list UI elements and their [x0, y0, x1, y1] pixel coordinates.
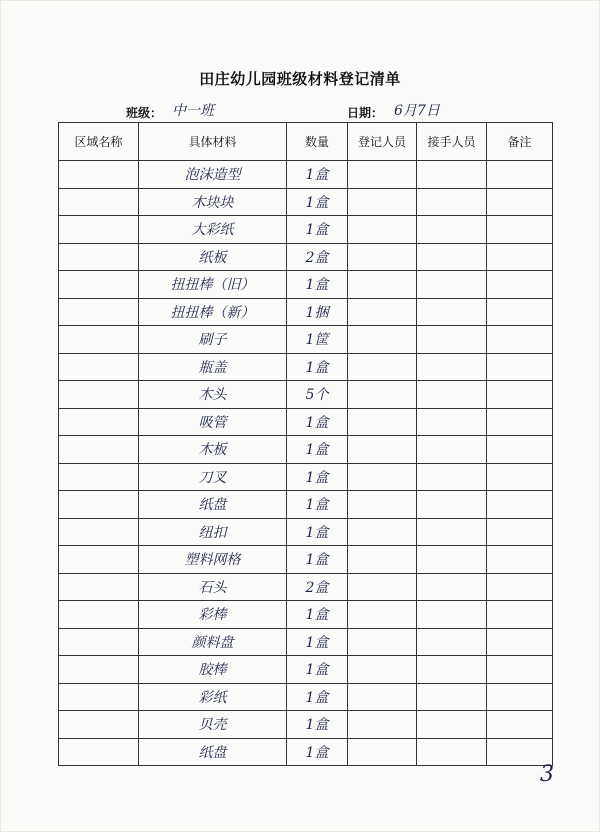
- cell-quantity: 1盒: [287, 408, 348, 436]
- cell-area: [59, 436, 139, 464]
- cell-material: 扭扭棒（旧）: [139, 271, 287, 299]
- cell-note: [487, 518, 553, 546]
- header-area: 区域名称: [59, 123, 139, 161]
- cell-area: [59, 628, 139, 656]
- table-row: [59, 518, 553, 546]
- cell-quantity: 1盒: [287, 738, 348, 766]
- table-row: [59, 271, 553, 299]
- cell-note: [487, 381, 553, 409]
- table-row: [59, 656, 553, 684]
- table-row: [59, 436, 553, 464]
- cell-area: [59, 683, 139, 711]
- cell-note: [487, 188, 553, 216]
- cell-receiver: [417, 271, 487, 299]
- cell-receiver: [417, 326, 487, 354]
- cell-material: 刷子: [139, 326, 287, 354]
- cell-note: [487, 711, 553, 739]
- cell-receiver: [417, 298, 487, 326]
- cell-receiver: [417, 546, 487, 574]
- cell-material: 塑料网格: [139, 546, 287, 574]
- cell-receiver: [417, 601, 487, 629]
- cell-receiver: [417, 161, 487, 189]
- cell-quantity: 1盒: [287, 271, 348, 299]
- cell-registrar: [348, 381, 417, 409]
- cell-quantity: 1盒: [287, 656, 348, 684]
- header-quantity: 数量: [287, 123, 348, 161]
- cell-area: [59, 711, 139, 739]
- cell-note: [487, 436, 553, 464]
- cell-quantity: 1盒: [287, 463, 348, 491]
- date-value: 6月7日: [394, 103, 440, 119]
- table-row: [59, 381, 553, 409]
- cell-registrar: [348, 326, 417, 354]
- table-row: [59, 573, 553, 601]
- cell-quantity: 5个: [287, 381, 348, 409]
- cell-registrar: [348, 546, 417, 574]
- cell-material: 颜料盘: [139, 628, 287, 656]
- table-row: [59, 546, 553, 574]
- cell-material: 纸盘: [139, 491, 287, 519]
- cell-note: [487, 573, 553, 601]
- table-row: [59, 738, 553, 766]
- cell-area: [59, 491, 139, 519]
- cell-quantity: 1盒: [287, 353, 348, 381]
- table-row: [59, 353, 553, 381]
- cell-registrar: [348, 463, 417, 491]
- cell-area: [59, 408, 139, 436]
- cell-material: 木头: [139, 381, 287, 409]
- cell-area: [59, 216, 139, 244]
- cell-material: 纸盘: [139, 738, 287, 766]
- cell-registrar: [348, 216, 417, 244]
- cell-material: 扭扭棒（新）: [139, 298, 287, 326]
- table-row: [59, 216, 553, 244]
- table-row: [59, 408, 553, 436]
- cell-registrar: [348, 188, 417, 216]
- cell-receiver: [417, 408, 487, 436]
- document-title: 田庄幼儿园班级材料登记清单: [199, 70, 401, 88]
- cell-area: [59, 656, 139, 684]
- cell-registrar: [348, 408, 417, 436]
- cell-receiver: [417, 381, 487, 409]
- cell-material: 瓶盖: [139, 353, 287, 381]
- cell-note: [487, 491, 553, 519]
- cell-quantity: 1盒: [287, 436, 348, 464]
- cell-registrar: [348, 683, 417, 711]
- cell-material: 木板: [139, 436, 287, 464]
- cell-note: [487, 243, 553, 271]
- cell-note: [487, 216, 553, 244]
- cell-quantity: 1盒: [287, 546, 348, 574]
- cell-material: 贝壳: [139, 711, 287, 739]
- table-header-row: [59, 123, 553, 161]
- cell-registrar: [348, 518, 417, 546]
- cell-receiver: [417, 188, 487, 216]
- cell-area: [59, 353, 139, 381]
- cell-registrar: [348, 243, 417, 271]
- cell-receiver: [417, 518, 487, 546]
- cell-material: 石头: [139, 573, 287, 601]
- cell-receiver: [417, 683, 487, 711]
- table-body: [59, 161, 553, 766]
- table-row: [59, 683, 553, 711]
- cell-receiver: [417, 491, 487, 519]
- cell-quantity: 2盒: [287, 573, 348, 601]
- table-row: [59, 161, 553, 189]
- cell-area: [59, 518, 139, 546]
- header-receiver: 接手人员: [417, 123, 487, 161]
- cell-registrar: [348, 573, 417, 601]
- cell-note: [487, 353, 553, 381]
- cell-quantity: 1盒: [287, 188, 348, 216]
- cell-note: [487, 408, 553, 436]
- cell-note: [487, 161, 553, 189]
- cell-quantity: 1盒: [287, 216, 348, 244]
- cell-area: [59, 601, 139, 629]
- cell-registrar: [348, 298, 417, 326]
- table-row: [59, 188, 553, 216]
- cell-area: [59, 326, 139, 354]
- cell-area: [59, 298, 139, 326]
- cell-quantity: 2盒: [287, 243, 348, 271]
- cell-area: [59, 738, 139, 766]
- cell-note: [487, 546, 553, 574]
- cell-area: [59, 381, 139, 409]
- table-row: [59, 463, 553, 491]
- date-label: 日期：: [347, 106, 384, 120]
- cell-material: 刀叉: [139, 463, 287, 491]
- cell-receiver: [417, 573, 487, 601]
- materials-table: [58, 122, 553, 766]
- cell-material: 纸板: [139, 243, 287, 271]
- cell-note: [487, 628, 553, 656]
- table-row: [59, 601, 553, 629]
- cell-material: 泡沫造型: [139, 161, 287, 189]
- cell-receiver: [417, 463, 487, 491]
- cell-material: 彩棒: [139, 601, 287, 629]
- cell-receiver: [417, 243, 487, 271]
- cell-receiver: [417, 656, 487, 684]
- cell-area: [59, 271, 139, 299]
- cell-registrar: [348, 161, 417, 189]
- cell-note: [487, 601, 553, 629]
- cell-area: [59, 546, 139, 574]
- cell-note: [487, 463, 553, 491]
- cell-receiver: [417, 738, 487, 766]
- cell-material: 彩纸: [139, 683, 287, 711]
- cell-registrar: [348, 628, 417, 656]
- cell-receiver: [417, 628, 487, 656]
- cell-note: [487, 271, 553, 299]
- cell-note: [487, 683, 553, 711]
- cell-material: 吸管: [139, 408, 287, 436]
- cell-registrar: [348, 738, 417, 766]
- cell-material: 木块块: [139, 188, 287, 216]
- cell-registrar: [348, 656, 417, 684]
- header-material: 具体材料: [139, 123, 287, 161]
- cell-quantity: 1盒: [287, 518, 348, 546]
- cell-registrar: [348, 436, 417, 464]
- table-row: [59, 711, 553, 739]
- cell-quantity: 1盒: [287, 711, 348, 739]
- cell-registrar: [348, 711, 417, 739]
- table-row: [59, 491, 553, 519]
- cell-note: [487, 326, 553, 354]
- cell-registrar: [348, 601, 417, 629]
- cell-note: [487, 656, 553, 684]
- cell-area: [59, 188, 139, 216]
- cell-quantity: 1盒: [287, 161, 348, 189]
- table-row: [59, 326, 553, 354]
- table-row: [59, 243, 553, 271]
- cell-quantity: 1筐: [287, 326, 348, 354]
- header-registrar: 登记人员: [348, 123, 417, 161]
- cell-registrar: [348, 491, 417, 519]
- header-note: 备注: [487, 123, 553, 161]
- class-value: 中一班: [172, 103, 214, 119]
- cell-material: 大彩纸: [139, 216, 287, 244]
- cell-quantity: 1盒: [287, 683, 348, 711]
- cell-registrar: [348, 353, 417, 381]
- cell-quantity: 1盒: [287, 601, 348, 629]
- class-label: 班级：: [126, 106, 163, 120]
- cell-material: 纽扣: [139, 518, 287, 546]
- table-row: [59, 298, 553, 326]
- cell-quantity: 1捆: [287, 298, 348, 326]
- cell-note: [487, 298, 553, 326]
- cell-receiver: [417, 353, 487, 381]
- cell-receiver: [417, 216, 487, 244]
- cell-quantity: 1盒: [287, 491, 348, 519]
- cell-quantity: 1盒: [287, 628, 348, 656]
- cell-area: [59, 463, 139, 491]
- cell-area: [59, 573, 139, 601]
- cell-material: 胶棒: [139, 656, 287, 684]
- cell-receiver: [417, 436, 487, 464]
- page-number: 3: [540, 762, 554, 787]
- cell-area: [59, 161, 139, 189]
- table-row: [59, 628, 553, 656]
- cell-receiver: [417, 711, 487, 739]
- cell-area: [59, 243, 139, 271]
- cell-registrar: [348, 271, 417, 299]
